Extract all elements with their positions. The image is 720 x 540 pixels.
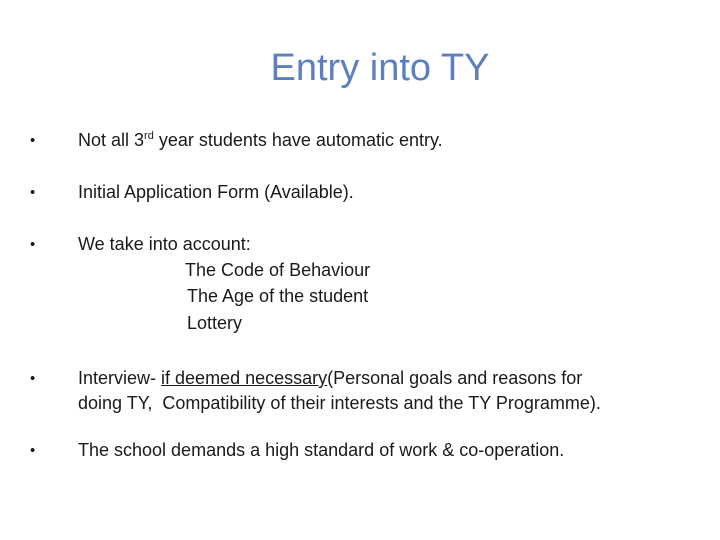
text-part: Not all 3	[78, 130, 145, 150]
bullet-point: •	[30, 236, 36, 253]
subitem-lottery: Lottery	[187, 313, 243, 333]
subitem-code-of-behaviour: The Code of Behaviour	[185, 260, 371, 280]
underlined-text: if deemed necessary	[161, 368, 328, 388]
bullet-text: Initial Application Form (Available).	[78, 182, 354, 202]
bullet-text	[78, 366, 688, 416]
bullet-point: •	[30, 184, 36, 201]
text-part: (Personal goals and reasons for	[327, 368, 583, 388]
bullet-point: •	[30, 370, 36, 387]
bullet-text	[78, 128, 688, 153]
text-part: year students have automatic entry.	[153, 130, 443, 150]
superscript: rd	[144, 130, 154, 142]
bullet-point: •	[30, 442, 36, 459]
bullet-point: •	[30, 132, 36, 149]
text-part: Interview-	[78, 368, 162, 388]
bullet-text: The school demands a high standard of work & co-operation.	[78, 440, 565, 460]
text-line-1	[78, 368, 582, 388]
text-line-2: doing TY, Compatibility of their interests and the TY Programme).	[78, 393, 601, 413]
slide-title: Entry into TY	[270, 47, 490, 89]
subitem-age-of-student: The Age of the student	[187, 286, 369, 306]
bullet-text: We take into account:	[78, 234, 251, 254]
